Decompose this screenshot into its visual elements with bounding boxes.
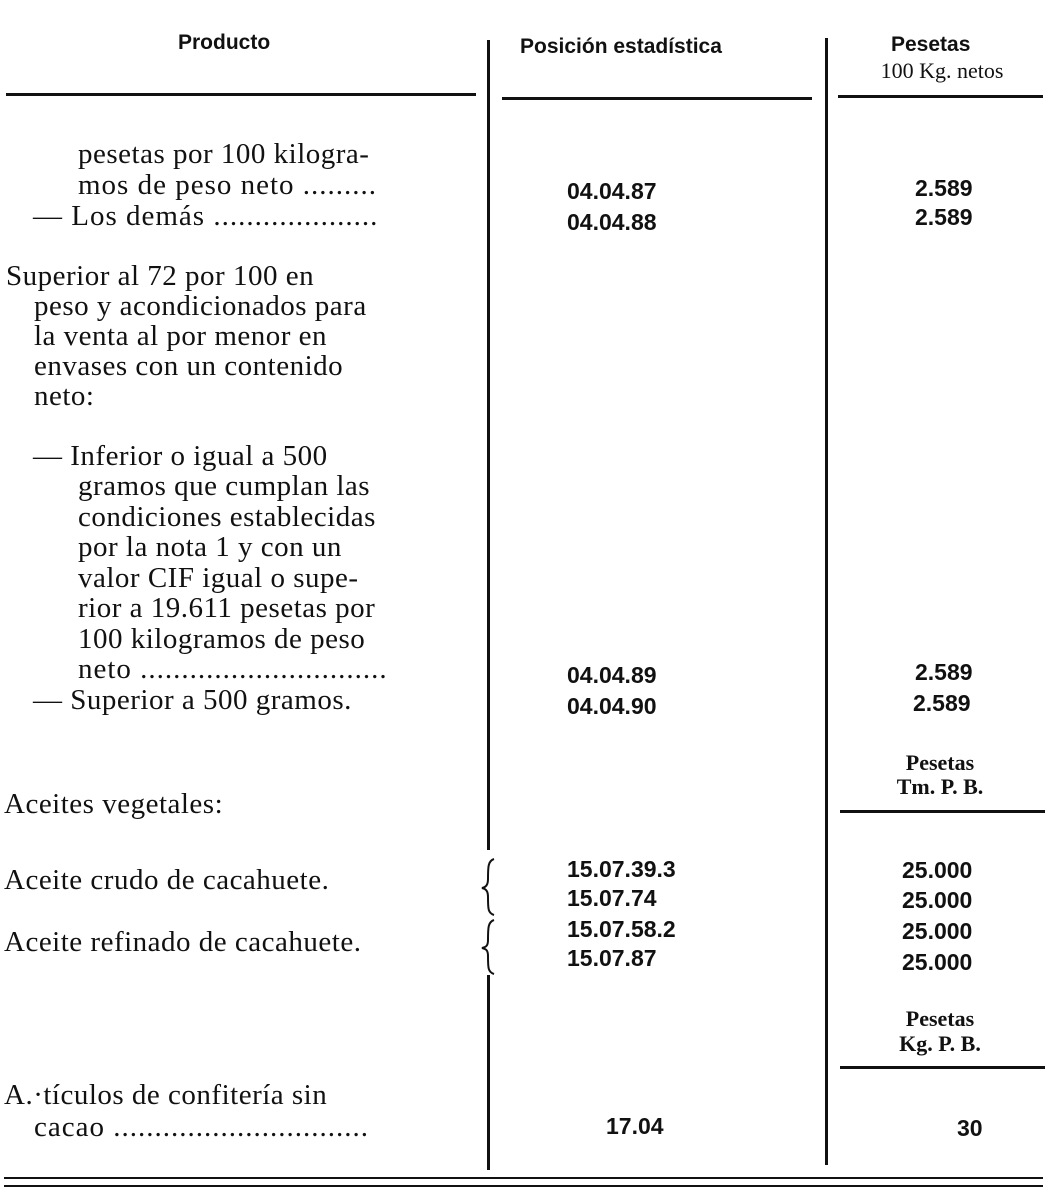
header-producto: Producto: [178, 31, 271, 54]
product-line: — Inferior o igual a 500: [33, 440, 328, 472]
product-line: cacao ...............................: [34, 1111, 369, 1143]
product-line: 100 kilogramos de peso: [78, 623, 366, 655]
product-line: rior a 19.611 pesetas por: [78, 592, 376, 624]
pesetas-value: 25.000: [902, 949, 973, 975]
posicion-value: 04.04.87: [567, 178, 657, 204]
bottom-rule-2: [4, 1185, 1043, 1187]
posicion-value: 15.07.39.3: [567, 856, 676, 882]
pesetas-value: 2.589: [915, 204, 973, 230]
product-line: neto:: [34, 380, 95, 412]
header-pesetas-line2: 100 Kg. netos: [880, 58, 1004, 83]
unit-header-line2: Kg. P. B.: [899, 1031, 981, 1056]
product-line: la venta al por menor en: [34, 320, 328, 352]
posicion-value: 17.04: [606, 1113, 664, 1139]
pesetas-value: 2.589: [915, 659, 973, 685]
unit-header-line1: Pesetas: [905, 1006, 975, 1031]
column-divider-2: [825, 38, 828, 1165]
section-heading: Aceites vegetales:: [4, 788, 224, 820]
product-line: peso y acondicionados para: [34, 290, 367, 322]
header-pesetas-line1: Pesetas: [891, 33, 971, 56]
product-line: valor CIF igual o supe-: [78, 562, 359, 594]
product-line: gramos que cumplan las: [78, 470, 371, 502]
product-line: envases con un contenido: [34, 350, 344, 382]
posicion-value: 04.04.88: [567, 209, 657, 235]
unit-header-rule: [840, 810, 1045, 813]
unit-header-rule: [840, 1066, 1045, 1069]
product-line: mos de peso neto .........: [78, 169, 378, 201]
unit-header-line1: Pesetas: [905, 750, 975, 775]
pesetas-value: 2.589: [913, 690, 971, 716]
unit-header-line2: Tm. P. B.: [896, 774, 984, 799]
header-rule-producto: [6, 93, 476, 96]
bottom-rule-1: [4, 1177, 1043, 1179]
posicion-value: 15.07.58.2: [567, 916, 676, 942]
product-line: A.·tículos de confitería sin: [4, 1079, 328, 1111]
posicion-value: 15.07.74: [567, 885, 657, 911]
product-line: — Los demás ....................: [33, 200, 379, 232]
product-line: Aceite refinado de cacahuete.: [4, 926, 362, 958]
posicion-value: 04.04.90: [567, 693, 657, 719]
product-line: — Superior a 500 gramos.: [33, 684, 352, 716]
column-divider-1b: [487, 975, 490, 1170]
pesetas-value: 25.000: [902, 857, 973, 883]
header-posicion: Posición estadística: [520, 35, 722, 58]
product-line: pesetas por 100 kilogra-: [78, 138, 370, 170]
pesetas-value: 25.000: [902, 918, 973, 944]
header-rule-pesetas: [838, 95, 1043, 98]
brace-icon: [478, 857, 502, 917]
header-rule-posicion: [502, 97, 812, 100]
posicion-value: 04.04.89: [567, 662, 657, 688]
product-line: Superior al 72 por 100 en: [6, 260, 315, 292]
product-line: neto ..............................: [78, 653, 388, 685]
product-line: por la nota 1 y con un: [78, 531, 342, 563]
brace-icon: [478, 918, 502, 976]
pesetas-value: 25.000: [902, 887, 973, 913]
posicion-value: 15.07.87: [567, 945, 657, 971]
pesetas-value: 30: [957, 1115, 983, 1141]
product-line: condiciones establecidas: [78, 501, 376, 533]
column-divider-1a: [487, 40, 490, 850]
pesetas-value: 2.589: [915, 175, 973, 201]
product-line: Aceite crudo de cacahuete.: [4, 864, 330, 896]
